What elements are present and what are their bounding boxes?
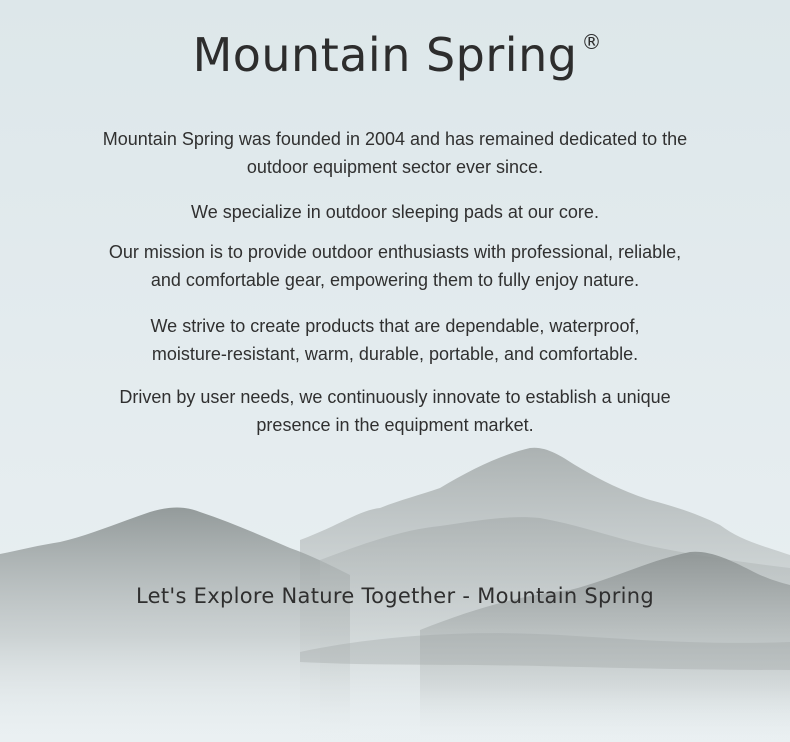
mountain-ridge-left	[0, 508, 350, 742]
brand-name: Mountain Spring	[192, 28, 578, 82]
text-line: Our mission is to provide outdoor enthusiasts with professional, reliable,	[108, 242, 682, 262]
paragraph-products	[40, 312, 750, 368]
text-line: and comfortable gear, empowering them to fully enjoy nature.	[150, 270, 640, 290]
paragraph-innovation	[40, 383, 750, 439]
text-line: We strive to create products that are dependable, waterproof,	[150, 316, 640, 336]
registered-mark: ®	[581, 30, 602, 54]
paragraph-specialty	[40, 198, 750, 226]
text-line: moisture-resistant, warm, durable, portable, and comfortable.	[151, 344, 639, 364]
text-line: outdoor equipment sector ever since.	[246, 157, 544, 177]
text-line: We specialize in outdoor sleeping pads at our core.	[191, 202, 599, 222]
paragraph-mission	[40, 238, 750, 294]
text-line: Mountain Spring was founded in 2004 and has remained dedicated to the	[102, 129, 688, 149]
paragraph-founding	[40, 125, 750, 181]
tagline: Let's Explore Nature Together - Mountain Spring	[136, 584, 654, 608]
brand-logo	[0, 28, 790, 82]
text-line: presence in the equipment market.	[256, 415, 534, 435]
text-line: Driven by user needs, we continuously innovate to establish a unique	[119, 387, 671, 407]
